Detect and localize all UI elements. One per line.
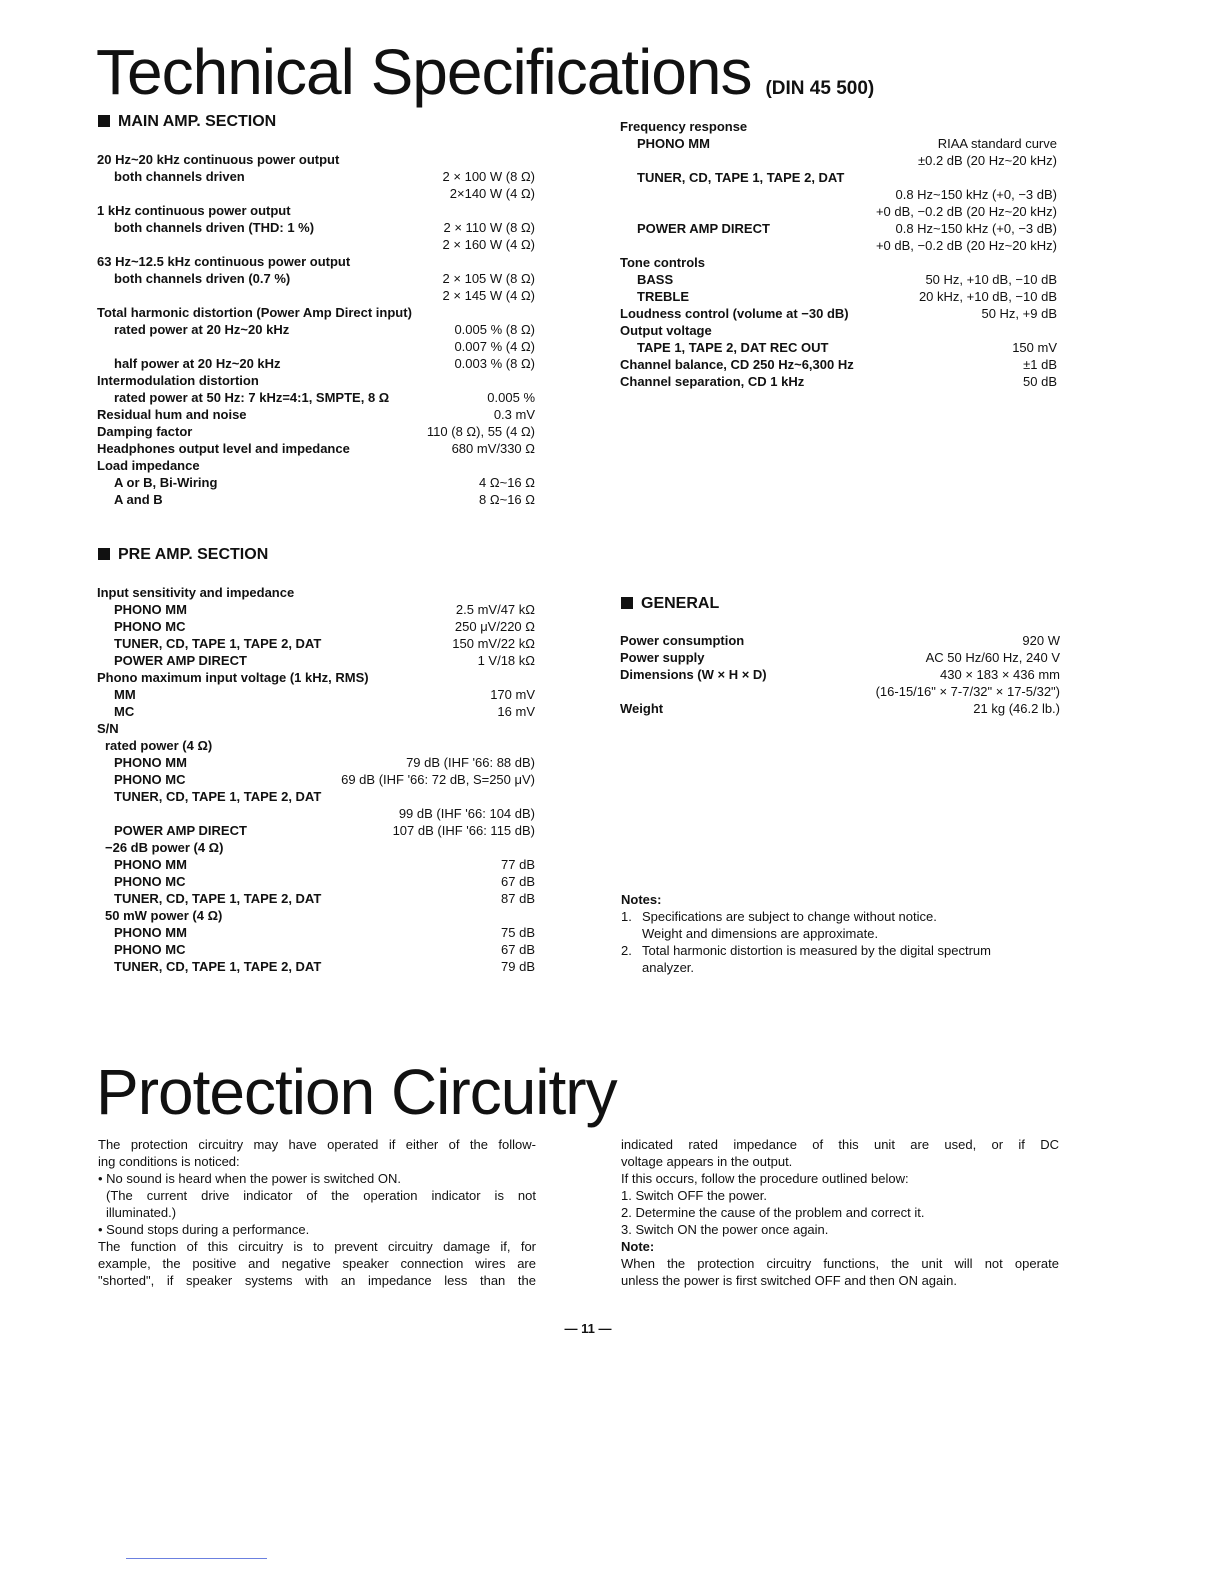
- general-spec-list: [620, 632, 1060, 717]
- spec-row: [620, 254, 1057, 271]
- protection-line: 2. Determine the cause of the problem and correct it.: [621, 1205, 925, 1220]
- spec-label: rated power at 50 Hz: 7 kHz=4:1, SMPTE, 8 Ω: [114, 390, 390, 405]
- spec-label: Weight: [620, 701, 664, 716]
- spec-label: POWER AMP DIRECT: [114, 823, 247, 838]
- spec-label: Input sensitivity and impedance: [97, 585, 295, 600]
- spec-row: [97, 389, 535, 406]
- spec-value: 8 Ω~16 Ω: [479, 492, 535, 507]
- spec-label: Tone controls: [620, 255, 705, 270]
- spec-value: 110 (8 Ω), 55 (4 Ω): [426, 424, 535, 439]
- spec-value: +0 dB, −0.2 dB (20 Hz~20 kHz): [875, 204, 1057, 219]
- spec-value: 4 Ω~16 Ω: [479, 475, 535, 490]
- spec-label: PHONO MC: [114, 619, 186, 634]
- spec-row: [620, 322, 1057, 339]
- spec-label: A or B, Bi-Wiring: [114, 475, 218, 490]
- spec-label: PHONO MC: [114, 772, 186, 787]
- spec-value: 2.5 mV/47 kΩ: [455, 602, 535, 617]
- spec-row: [97, 839, 535, 856]
- protection-line: indicated rated impedance of this unit are used, or if DC: [621, 1137, 1059, 1152]
- spec-row: [97, 457, 535, 474]
- spec-label: Headphones output level and impedance: [97, 441, 350, 456]
- spec-row: [97, 168, 535, 185]
- spec-value: 77 dB: [501, 857, 535, 872]
- protection-line: 1. Switch OFF the power.: [621, 1188, 767, 1203]
- spec-label: A and B: [114, 492, 163, 507]
- spec-row: [620, 118, 1057, 135]
- spec-value: 920 W: [1022, 633, 1060, 648]
- protection-line: 3. Switch ON the power once again.: [621, 1222, 829, 1237]
- spec-label: Power consumption: [620, 633, 745, 648]
- spec-label: Power supply: [620, 650, 705, 665]
- spec-value: 2 × 100 W (8 Ω): [442, 169, 535, 184]
- spec-row: [97, 423, 535, 440]
- spec-label: both channels driven (THD: 1 %): [114, 220, 315, 235]
- note-text: Specifications are subject to change without notice.: [642, 909, 937, 924]
- spec-label: Phono maximum input voltage (1 kHz, RMS): [97, 670, 369, 685]
- spec-value: 680 mV/330 Ω: [451, 441, 535, 456]
- spec-row: [97, 236, 535, 253]
- spec-row: [97, 474, 535, 491]
- spec-value: 67 dB: [501, 874, 535, 889]
- spec-label: TUNER, CD, TAPE 1, TAPE 2, DAT: [114, 891, 322, 906]
- spec-label: 63 Hz~12.5 kHz continuous power output: [97, 254, 351, 269]
- spec-row: [97, 737, 535, 754]
- spec-label: PHONO MM: [114, 602, 187, 617]
- note-text: Total harmonic distortion is measured by the digital spectrum: [642, 943, 991, 958]
- spec-value: 67 dB: [501, 942, 535, 957]
- spec-value: 21 kg (46.2 lb.): [973, 701, 1060, 716]
- protection-line: example, the positive and negative speaker connection wires are: [98, 1256, 536, 1271]
- spec-value: 87 dB: [501, 891, 535, 906]
- note-line: [621, 942, 1061, 959]
- spec-label: both channels driven: [114, 169, 245, 184]
- spec-value: 2 × 110 W (8 Ω): [443, 220, 535, 235]
- protection-line: Note:: [621, 1239, 655, 1254]
- spec-row: [97, 635, 535, 652]
- spec-row: [97, 270, 535, 287]
- spec-row: [620, 169, 1057, 186]
- pre-amp-spec-list: [97, 584, 535, 975]
- spec-value: 1 V/18 kΩ: [477, 653, 535, 668]
- spec-row: [97, 958, 535, 975]
- spec-row: [97, 253, 535, 270]
- spec-row: [97, 924, 535, 941]
- note-number: 2.: [621, 943, 632, 958]
- spec-row: [620, 700, 1060, 717]
- spec-label: Residual hum and noise: [97, 407, 247, 422]
- spec-row: [97, 185, 535, 202]
- spec-label: POWER AMP DIRECT: [637, 221, 770, 236]
- spec-row: [97, 890, 535, 907]
- protection-text-right: [621, 1136, 1059, 1289]
- spec-label: BASS: [637, 272, 674, 287]
- spec-row: [97, 618, 535, 635]
- spec-row: [97, 372, 535, 389]
- spec-label: Output voltage: [620, 323, 712, 338]
- spec-row: [620, 305, 1057, 322]
- spec-value: 430 × 183 × 436 mm: [940, 667, 1060, 682]
- spec-row: [97, 151, 535, 168]
- spec-value: (16-15/16" × 7-7/32" × 17-5/32"): [875, 684, 1060, 699]
- spec-label: Channel balance, CD 250 Hz~6,300 Hz: [620, 357, 854, 372]
- spec-row: [620, 683, 1060, 700]
- spec-row: [620, 220, 1057, 237]
- spec-value: 50 Hz, +10 dB, −10 dB: [925, 272, 1057, 287]
- spec-value: 0.8 Hz~150 kHz (+0, −3 dB): [895, 221, 1057, 236]
- spec-label: Channel separation, CD 1 kHz: [620, 374, 805, 389]
- spec-value: 0.8 Hz~150 kHz (+0, −3 dB): [895, 187, 1057, 202]
- section-square-icon: [98, 548, 110, 560]
- spec-row: [97, 754, 535, 771]
- spec-value: 79 dB (IHF '66: 88 dB): [406, 755, 535, 770]
- spec-row: [620, 203, 1057, 220]
- spec-value: 150 mV: [1012, 340, 1057, 355]
- spec-label: S/N: [97, 721, 119, 736]
- spec-label: Damping factor: [97, 424, 193, 439]
- note-line: [621, 908, 1061, 925]
- spec-label: Frequency response: [620, 119, 748, 134]
- spec-row: [97, 720, 535, 737]
- protection-line: When the protection circuitry functions, the unit will not operate: [621, 1256, 1059, 1271]
- section-square-icon: [98, 115, 110, 127]
- note-line: [621, 925, 1061, 942]
- spec-label: PHONO MC: [114, 874, 186, 889]
- spec-value: 2 × 145 W (4 Ω): [442, 288, 535, 303]
- spec-label: Intermodulation distortion: [97, 373, 259, 388]
- spec-label: 50 mW power (4 Ω): [105, 908, 223, 923]
- spec-label: rated power at 20 Hz~20 kHz: [114, 322, 290, 337]
- spec-value: 99 dB (IHF '66: 104 dB): [398, 806, 535, 821]
- main-amp-spec-list: [97, 151, 535, 508]
- protection-line: ing conditions is noticed:: [98, 1154, 240, 1169]
- spec-row: [97, 601, 535, 618]
- spec-value: 150 mV/22 kΩ: [452, 636, 535, 651]
- spec-value: 2 × 105 W (8 Ω): [442, 271, 535, 286]
- spec-label: MC: [114, 704, 135, 719]
- frequency-spec-list: [620, 118, 1057, 390]
- protection-title: Protection Circuitry: [96, 1056, 617, 1128]
- general-heading: GENERAL: [621, 594, 719, 614]
- spec-row: [97, 686, 535, 703]
- spec-value: 0.007 % (4 Ω): [454, 339, 535, 354]
- protection-line: The protection circuitry may have operated if either of the follow-: [98, 1137, 536, 1152]
- spec-value: 75 dB: [501, 925, 535, 940]
- spec-value: 69 dB (IHF '66: 72 dB, S=250 μV): [341, 772, 535, 787]
- note-number: [621, 959, 642, 976]
- spec-row: [97, 941, 535, 958]
- spec-value: 0.005 % (8 Ω): [454, 322, 535, 337]
- note-number: [621, 925, 642, 942]
- protection-line: unless the power is first switched OFF and then ON again.: [621, 1273, 957, 1288]
- spec-row: [97, 822, 535, 839]
- spec-value: 50 dB: [1023, 374, 1057, 389]
- spec-label: PHONO MM: [114, 755, 187, 770]
- spec-value: 79 dB: [501, 959, 535, 974]
- spec-row: [97, 355, 535, 372]
- protection-line: • Sound stops during a performance.: [98, 1222, 310, 1237]
- spec-row: [97, 771, 535, 788]
- footer-rule: [126, 1558, 267, 1559]
- spec-row: [97, 652, 535, 669]
- spec-row: [620, 152, 1057, 169]
- spec-label: TAPE 1, TAPE 2, DAT REC OUT: [637, 340, 829, 355]
- spec-label: −26 dB power (4 Ω): [105, 840, 224, 855]
- spec-value: 2×140 W (4 Ω): [449, 186, 535, 201]
- note-text: Weight and dimensions are approximate.: [642, 926, 879, 941]
- note-line: [621, 959, 1061, 976]
- spec-value: 50 Hz, +9 dB: [981, 306, 1057, 321]
- main-amp-heading: MAIN AMP. SECTION: [98, 112, 276, 132]
- spec-value: RIAA standard curve: [937, 136, 1057, 151]
- spec-value: +0 dB, −0.2 dB (20 Hz~20 kHz): [875, 238, 1057, 253]
- spec-label: PHONO MM: [637, 136, 710, 151]
- pre-amp-heading: PRE AMP. SECTION: [98, 545, 268, 565]
- spec-row: [97, 338, 535, 355]
- protection-line: • No sound is heard when the power is switched ON.: [98, 1171, 401, 1186]
- spec-row: [97, 491, 535, 508]
- spec-row: [97, 304, 535, 321]
- protection-line: voltage appears in the output.: [621, 1154, 793, 1169]
- spec-row: [620, 666, 1060, 683]
- spec-label: TUNER, CD, TAPE 1, TAPE 2, DAT: [114, 636, 322, 651]
- protection-line: "shorted", if speaker systems with an impedance less than the: [98, 1273, 536, 1288]
- spec-row: [97, 440, 535, 457]
- spec-value: 0.3 mV: [493, 407, 535, 422]
- spec-value: 20 kHz, +10 dB, −10 dB: [918, 289, 1057, 304]
- spec-row: [97, 669, 535, 686]
- spec-label: TUNER, CD, TAPE 1, TAPE 2, DAT: [114, 789, 322, 804]
- protection-line: The function of this circuitry is to prevent circuitry damage if, for: [98, 1239, 536, 1254]
- spec-row: [620, 135, 1057, 152]
- spec-row: [97, 584, 535, 601]
- notes-block: [621, 891, 1061, 976]
- spec-row: [97, 907, 535, 924]
- spec-label: Load impedance: [97, 458, 200, 473]
- spec-value: 2 × 160 W (4 Ω): [442, 237, 535, 252]
- page-title: Technical Specifications (DIN 45 500): [96, 36, 875, 108]
- spec-value: 0.005 %: [487, 390, 535, 405]
- protection-text-left: [98, 1136, 536, 1289]
- spec-label: TREBLE: [637, 289, 689, 304]
- spec-row: [97, 873, 535, 890]
- spec-row: [97, 788, 535, 805]
- spec-row: [97, 219, 535, 236]
- title-standard: (DIN 45 500): [765, 78, 875, 99]
- spec-row: [620, 186, 1057, 203]
- spec-row: [620, 271, 1057, 288]
- spec-label: PHONO MM: [114, 925, 187, 940]
- spec-label: rated power (4 Ω): [105, 738, 213, 753]
- spec-row: [97, 406, 535, 423]
- section-square-icon: [621, 597, 633, 609]
- spec-label: TUNER, CD, TAPE 1, TAPE 2, DAT: [114, 959, 322, 974]
- spec-label: POWER AMP DIRECT: [114, 653, 247, 668]
- spec-row: [97, 287, 535, 304]
- spec-row: [620, 288, 1057, 305]
- spec-row: [97, 856, 535, 873]
- spec-label: MM: [114, 687, 136, 702]
- spec-value: AC 50 Hz/60 Hz, 240 V: [925, 650, 1060, 665]
- spec-label: 20 Hz~20 kHz continuous power output: [97, 152, 340, 167]
- spec-row: [620, 356, 1057, 373]
- spec-row: [97, 321, 535, 338]
- spec-value: 170 mV: [490, 687, 535, 702]
- protection-line: If this occurs, follow the procedure outlined below:: [621, 1171, 909, 1186]
- spec-row: [97, 202, 535, 219]
- spec-row: [620, 649, 1060, 666]
- protection-line: illuminated.): [106, 1205, 177, 1220]
- note-text: analyzer.: [642, 960, 695, 975]
- note-number: 1.: [621, 909, 632, 924]
- spec-label: Dimensions (W × H × D): [620, 667, 767, 682]
- spec-row: [620, 339, 1057, 356]
- page-number: — 11 —: [564, 1321, 612, 1336]
- spec-label: half power at 20 Hz~20 kHz: [114, 356, 281, 371]
- protection-line: (The current drive indicator of the operation indicator is not: [106, 1188, 536, 1203]
- spec-value: 107 dB (IHF '66: 115 dB): [392, 823, 535, 838]
- spec-label: Loudness control (volume at −30 dB): [620, 306, 849, 321]
- spec-label: 1 kHz continuous power output: [97, 203, 291, 218]
- spec-row: [620, 632, 1060, 649]
- notes-heading: Notes:: [621, 892, 662, 907]
- spec-row: [97, 703, 535, 720]
- spec-value: 250 μV/220 Ω: [454, 619, 535, 634]
- spec-label: TUNER, CD, TAPE 1, TAPE 2, DAT: [637, 170, 845, 185]
- spec-value: ±1 dB: [1023, 357, 1057, 372]
- spec-value: 16 mV: [497, 704, 535, 719]
- spec-label: PHONO MM: [114, 857, 187, 872]
- spec-label: both channels driven (0.7 %): [114, 271, 291, 286]
- spec-row: [620, 373, 1057, 390]
- spec-label: PHONO MC: [114, 942, 186, 957]
- spec-value: ±0.2 dB (20 Hz~20 kHz): [917, 153, 1057, 168]
- spec-row: [97, 805, 535, 822]
- spec-label: Total harmonic distortion (Power Amp Direct input): [97, 305, 412, 320]
- spec-value: 0.003 % (8 Ω): [454, 356, 535, 371]
- spec-row: [620, 237, 1057, 254]
